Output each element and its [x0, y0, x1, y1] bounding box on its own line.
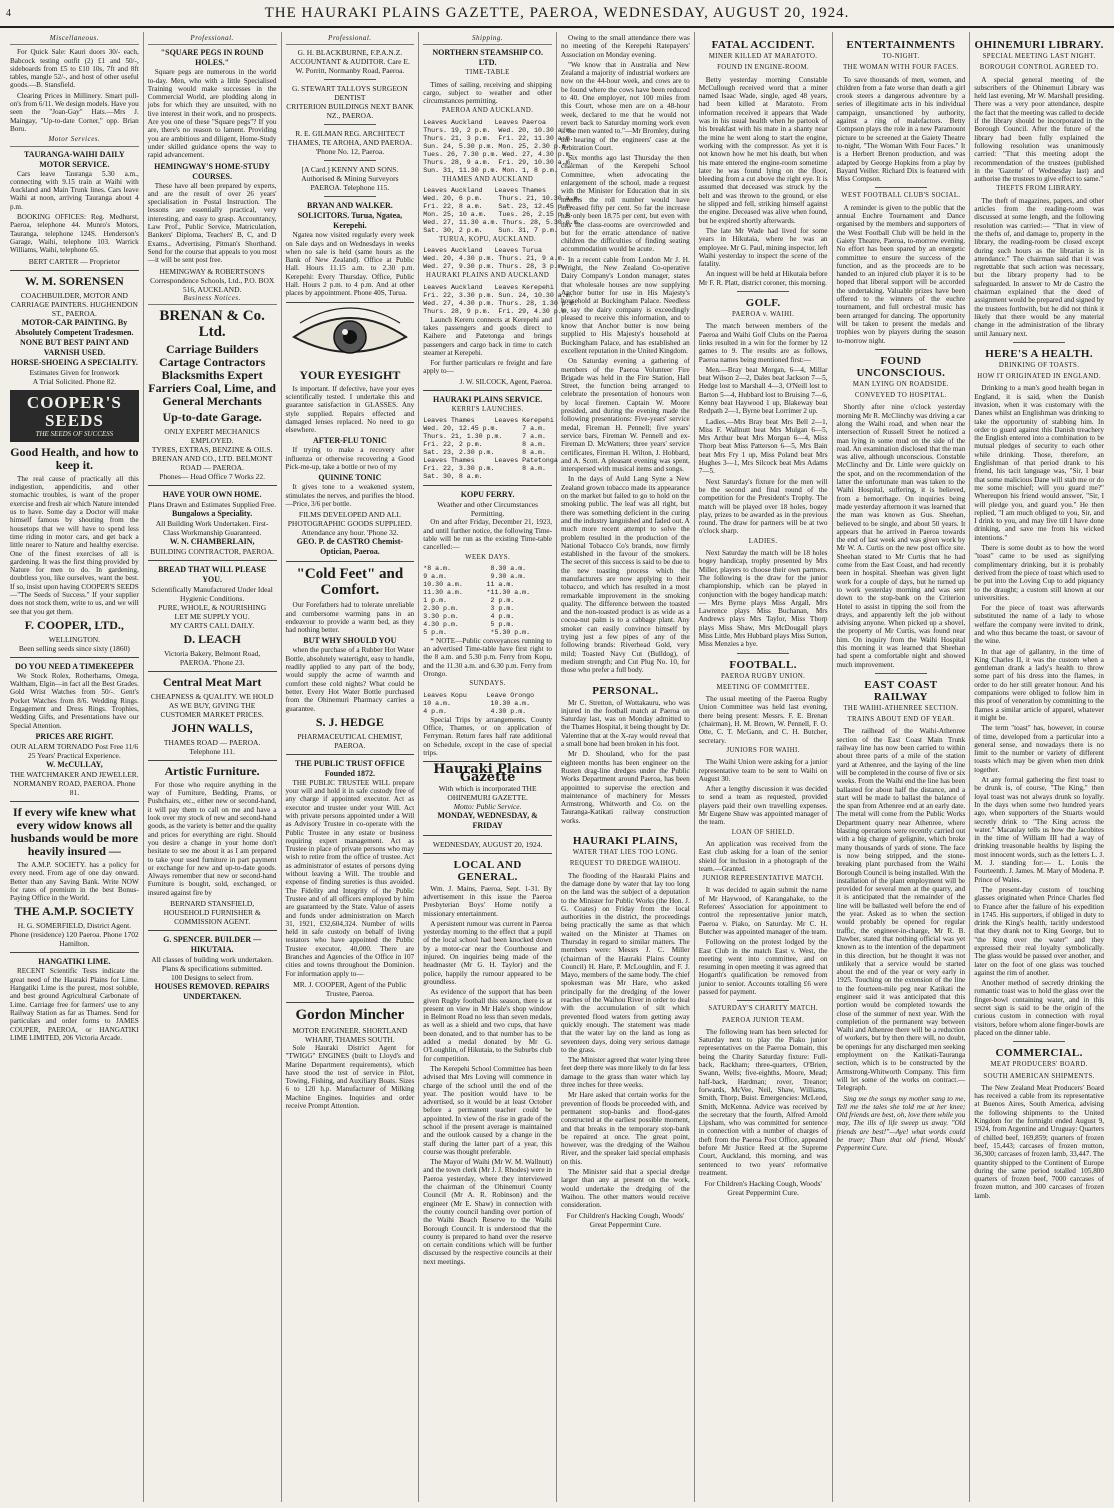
- seeds-word: SEEDS: [44, 410, 104, 430]
- ad-title: THE A.M.P. SOCIETY: [14, 904, 135, 919]
- article-text: A special general meeting of the subscribers of the Ohinemuri Library was held last evening, Mr W. Marshall presiding. There was a very poor attendance, despite the fact that the meeting was called to decide if the library should be incorporated in the Borough Council. After the future of the library had been fully explained the following resolution was unanimously carried: "That this meeting adopt the recommendation of the trustees (published in the 'Gazette' of Wednesday last) and authorise the trustees to give effect to same.": [974, 75, 1104, 184]
- article-text: The Waihi Union were asking for a junior representative team to be sent to Waihi on August 30.: [698, 758, 828, 783]
- ad-title: Artistic Furniture.: [164, 763, 260, 778]
- ad-title: DO YOU NEED A TIMEKEEPER: [15, 661, 134, 671]
- article-subhead: PAEROA v. WAIHI.: [732, 311, 795, 319]
- article-headline: EAST COAST RAILWAY: [864, 678, 938, 703]
- ad-title: S. J. HEDGE: [315, 714, 384, 729]
- ad-text: Launch Kereru connects at Kerepehi and takes passengers and goods direct to Kaihere and Patetonga and brings passengers and cargo back in time to catch steamer at Kerepehi.: [423, 315, 552, 357]
- article-text: A reminder is given to the public that the annual Euchre Tournament and Dance organised by the members and supporters of the West Football Club will be held in the Gaiety Theatre, Paeroa, to-morrow evening. No effort has been spared by an energetic committee to ensure the success of the function, and as the proceeds are to be handed to an injured club player it is to be hoped that liberal support will be accorded the undertaking. Valuable prizes have been offered to the winners of the euchre tournament, and full orchestral music has been arranged for dancing. The opportunity will be taken to present the medals and trophies won by players during the season to-morrow night.: [836, 203, 966, 345]
- ad-text: BOOKING OFFICES: Reg. Medhurst, Paeroa, telephone 44. Munro's Motors, Tauranga, telephone 124S. Henderson's Garage, Waihi, telephone 103. Warrick Williams, Waihi, telephone 65.: [10, 213, 139, 255]
- ad-text: WELLINGTON.: [48, 634, 101, 644]
- article-subhead: HOW IT ORIGINATED IN ENGLAND.: [977, 373, 1101, 381]
- ad-title: QUININE TONIC: [318, 473, 382, 483]
- ad-text: [A Card.] KENNY AND SONS. Authorised & Mining Surveyors PAEROA. Telephone 115.: [301, 165, 399, 193]
- column-4: [419, 32, 582, 1502]
- ad-text: Square pegs are numerous in the world to-day. Men, who with a little Specialised Training would make successes in the Commercial World, are plodding along in jobs for which they are unsuited, with no live interest in their work, and no prospects. Are you one of these "Square pegs"? If you are, there's no reason to lament. Providing you are ambitious and diligent, Home-Study under skilled guidance opens the way to rapid advancement.: [147, 68, 277, 160]
- ad-title: AFTER-FLU TONIC: [313, 436, 387, 446]
- page-number: 4: [6, 8, 11, 19]
- ad-text: ONLY EXPERT MECHANICS EMPLOYED.: [164, 426, 260, 445]
- ad-title: F. COOPER, LTD.,: [24, 617, 124, 632]
- ad-text: All classes of building work undertaken. Plans & specifications submitted.: [151, 954, 273, 973]
- ad-text: HOUSES REMOVED. REPAIRS UNDERTAKEN.: [154, 981, 270, 1001]
- ad-title: HANGATIKI LIME.: [38, 957, 111, 967]
- ad-text: Sole Hauraki District Agent for "TWIGG" ENGINES (built to Lloyd's and Marine Department requirements), which have stood the test of service in Pilot, Towing, Fishing, and Auxiliary Boats. Sizes 6 to 120 h.p. Manufacturer of Milking Machine Engines. Inquiries and order receive Prompt Attention.: [285, 1043, 415, 1110]
- ad-text: For further particulars re freight and fare apply to—: [423, 359, 552, 376]
- ad-title: W. M. SORENSEN: [24, 273, 124, 288]
- masthead: [0, 0, 1114, 28]
- ad-title: NORTHERN STEAMSHIP CO. LTD.: [432, 48, 543, 68]
- article-headline: FOOTBALL.: [729, 658, 797, 671]
- newspaper-title: THE HAURAKI PLAINS GAZETTE, PAEROA, WEDNESDAY, AUGUST 20, 1924.: [264, 4, 850, 21]
- ad-text: MOTOR ENGINEER. SHORTLAND WHARF, THAMES SOUTH.: [292, 1025, 408, 1044]
- ad-text: Estimates Given for Ironwork: [29, 367, 120, 377]
- classified-ad: For Quick Sale: Kauri doors 30/- each, Babcock testing outfit (2) £1 and 50/-, sideboards from £5 to £10 10s, 7ft and 8ft tables, mangle 52/-, and host of other useful goods.—B. Stansfield.: [10, 48, 139, 90]
- section-heading: Motor Services.: [10, 135, 139, 146]
- article-text: An inquest will be held at Hikutaia before Mr F. R. Platt, district coroner, this morning.: [698, 270, 828, 287]
- ad-text: COACHBUILDER, MOTOR AND CARRIAGE PAINTERS. HUGHENDON ST., PAEROA.: [10, 290, 138, 318]
- article-subhead: FOUND IN ENGINE-ROOM.: [717, 64, 810, 72]
- article-subhead: TO-NIGHT.: [882, 53, 920, 60]
- article-text: Wm. J. Mains, Paeroa, Sept. 1-31. By advertisement in this issue the Paeroa Presbyterian Boys' Home notify a missionary entertainment.: [423, 884, 552, 918]
- article-text: Mr C. Stretton, of Wottakauru, who was injured in the football match at Paeroa on Saturday last, was on Monday admitted to the Thames Hospital, it being thought by Dr. Valentine that at the X-ray would reveal that a small bone had been broken in his foot.: [561, 698, 690, 749]
- ad-text: If trying to make a recovery after influenza or otherwise recovering a Good Pick-me-up, take a bottle or two of my: [285, 446, 415, 472]
- ad-text: MY CARTS CALL DAILY.: [170, 620, 255, 630]
- ad-title: HAURAKI PLAINS SERVICE.: [432, 395, 543, 405]
- article-text: Another method of secretly drinking the romantic toast was to hold the glass over the finger-bowl containing water, and in this secret sign is said to be the origin of the curious custom in connection with royal visitors, before whom alone finger-bowls are placed on the dinner table.: [974, 979, 1104, 1037]
- article-subhead: WEST FOOTBALL CLUB'S SOCIAL.: [841, 192, 961, 200]
- ad-text: THE PUBLIC TRUSTEE WILL prepare your will and hold it in safe custody free of any charge if appointed executor. Act as executor and trustee under your Will. Act with private persons appointed under a Will as Advisory Trustee in co-operate with the Public Trustee in any estate or business requiring expert management. Act as Trustee in place of private persons who may wish to retire from the office of trustee. Act as administrator of estates of persons dying without leaving a Will. The trouble and expense of finding sureties is thus avoided. The Fidelity and Integrity of the Public Trustee and of all officers employed by him are guaranteed by the State. Value of assets and funds under administration on March 31, 1921, £32,604,324. Number of wills held in safe custody on behalf of living testators who have appointed the Public Trustee executor, 40,000. There are Branches and Agencies of the Office in 107 cities and towns throughout the Dominion. For information apply to—: [285, 778, 415, 978]
- ad-text: Special Trips by arrangements. County Office, Thames, or on application of Ferryman. Return fares half rate additional on Schedule, except in the case of special trips.: [423, 715, 552, 757]
- section-heading: Business Notices.: [148, 294, 277, 305]
- ad-text: Carriage Builders Cartage Contractors Blacksmiths Expert Farriers Coal, Lime, and General Merchants: [148, 341, 276, 408]
- ad-subtitle: KERRI'S LAUNCHES.: [451, 406, 524, 414]
- article-text: In the days of Auld Lang Syne a New Zealand grown tobacco made its appearance on the market but failed to go to hold on the smoking public. The leaf was all right, but there was something deficient in the curing and the industry languished and faded out. A much more recent attempt to solve the problem resulted in the production of the National Tobacco Co's brands, now firmly established in the favour of the smokers. The secret of this success is said to be due to the new toasting process which the manufacturers are now applying to their tobacco, and which has resulted in a most remarkable improvement in the smoking quality. The difference between the toasted and the non-toasted product is as wide as a cocoa-nut palm is to a cabbage plant. Any smoker can easily convince himself by trying just a few pipes of any of the following brands: Riverhead Gold, very mild; Toasted Navy Cut (Bulldog), of medium strength; and Cut Plug No. 10, for those who prefer a full body.: [561, 475, 690, 675]
- article-headline: HERE'S A HEALTH.: [985, 347, 1094, 360]
- ad-text: Cars leave Tauranga 5.30 a.m., connecting with 9.15 train at Waihi with Auckland and Main Trunk lines. Cars leave Waihi at noon, arriving Tauranga about 4 p.m.: [10, 169, 139, 211]
- article-text: The following team has been selected for Saturday next to play the Piako junior representatives on the Paeroa Domain, this being the Charity Saturday fixture: Full-back, Rackham; three-quarters, O'Brien, Swann, Wells; five-eighths, Moore, Mead; half-back, Hardman; rover, Treanor; forwards, McVee, Neil, Shaw, Williams, Smith, Thorp, Buist. Emergencies: McLeod, Smith, McKenna. Advice was received by the secretary that the fourth, Alfred Arnold Lipsham, who was committed for sentence in connection with a number of charges of theft from the Paeroa Post Office, appeared before Mr Justice Reed at the Supreme Court, Auckland, this morning, and was sentenced to two years' reformative treatment.: [698, 1027, 828, 1177]
- ad-title: "Cold Feet" and Comfort.: [296, 566, 404, 599]
- ad-title: If every wife knew what every widow knows all husbands would be more heavily insured —: [10, 804, 139, 858]
- seeds-brand: COOPER'S: [26, 392, 122, 412]
- article-text: The Minister said that a special dredge larger than any at present on the work, would undertake the dredging of the Waihou. The other matters would receive consideration.: [561, 1168, 690, 1210]
- ad-text: Is important. If defective, have your eyes scientifically tested. I undertake this and guarantee satisfaction in GLASSES. Any style supplied. Repairs effected and damaged lenses replaced. No need to go elsewhere.: [285, 384, 415, 435]
- ad-title: BRYAN AND WALKER. SOLICITORS. Turua, Ngatea, Kerepehi.: [297, 201, 403, 231]
- article-text: The Minister agreed that water lying three feet deep there was more likely to do far less damage to the grass than water which lay three inches for three weeks.: [561, 1056, 690, 1090]
- ad-text: * NOTE—Public conveyances running to an advertised Time-table have first right to the 8 a.m. and 5.30 p.m. Ferry from Kopu, and the 11.30 a.m. and 6.30 p.m. Ferry from Orongo.: [423, 636, 552, 679]
- article-text: In a recent cable from London Mr J. H. Wright, the New Zealand Co-operative Dairy Company's London manager, states that wholesale houses are now supplying Anchor butter for use in His Majesty's household at Buckingham Palace. Needless to say the dairy company is exceedingly pleased to receive this information, and to know that Anchor butter is now being supplied to His Majesty's household at Buckingham Palace, and has established an excellent reputation in the United Kingdom.: [561, 255, 690, 355]
- article-text: The railhead of the Waihi-Athenree section of the East Coast Main Trunk railway line has now been carried to within about three parts of a mile of the station yard at Athenree, and the laying of the line will be completed in the course of five or six weeks. From the Waihi end the line has been ballasted for about half the distance, and a start will be made to ballast the balance of the span from Athenree end at an early date. The metal will come from the Public Works Department quarry near Athenree, where blasting operations were recently carried out with a big charge of gelignite, which broke many thousands of yards of stone. The face is now being stripped, and the stone-breaking plant purchased from the Waihi Borough Council is being installed. With the installation of the plant employment will be provided for several men at the quarry, and it is anticipated that the remainder of the line will be ballasted well before the end of the year. Asked as to when the section would probably be opened for regular traffic, the engineer-in-charge, Mr R. B. Dawber, stated that nothing official was yet known as to the intention of the department in this direction, but he thought it was not unlikely that a service would be started about the end of the year or very early in 1925. Touching on the extension of the line to the fourteen-mile peg near Katikati the engineer said it was anticipated that this portion would be completed towards the close of the summer of next year. With the completion of the permanent way between Waihi and Athenree there will be a reduction of workers, but by then there will, no doubt, be openings for any discharged men seeking employment on the Katikati-Tauranga section, which is to be constructed by the Armstrong-Whitworth Company. This firm will let some of the works on contract.—Telegraph.: [836, 727, 966, 1093]
- article-subhead: THEFTS FROM LIBRARY.: [996, 185, 1083, 193]
- section-heading: Professional.: [148, 34, 277, 45]
- article-text: After a lengthy discussion it was decided to send a team as requested, provided players paid their own travelling expenses. Mr Eugene Shaw was appointed manager of the team.: [698, 785, 828, 827]
- article-subhead: BOROUGH CONTROL AGREED TO.: [979, 64, 1099, 72]
- timetable: Leaves Auckland Leaves Kerepehi Fri. 22, 3.30 p.m. Sun. 24, 10.30 a.m. Wed. 27, 4.30 p.m. Thurs. 28, 1.30 p.m. Thurs. 28, 9 p.m. Fri. 29, 4.30 p.m.: [423, 283, 578, 315]
- article-text: The flooding of the Hauraki Plains and the damage done by water that lay too long on the land was the subject of a deputation to the Minister for Public Works (the Hon. J. G. Coates) on Friday from the local authorities in the district, the proceedings being practically the same as that which waited on the Minister at Thames on Thursday in regard to similar matters. The members were: Messrs J. C. Miller (chairman of the Hauraki Plains County Council) H. Hare, P. McLoughlin, and F. J. Mayo, members of the same body. The chief spokesman was Mr Hare, who asked principally for the dredging of the lower reaches of the Waihou River in order to deal with the accumulation of silt which prevented flood waters from getting away quickly enough. The statement was made that the water lay on the land as long as seventeen days, doing very serious damage to the grass.: [561, 871, 690, 1054]
- article-text: Shortly after nine o'clock yesterday morning Mr R. McClinchy was driving a car along the Waihi road, and when near the intersection of Russell Street he noticed a man lying in some mud on the side of the road. An examination disclosed that the man was alive, although unconscious. Constable McClinchy and Dr. Little were quickly on the spot, and on the recommendation of the latter the unfortunate man was taken to the Waihi Hospital, suffering, it is believed, from a hemorrhage. On inquiries being made yesterday afternoon it was learned that the man was known as Gus. Sheehan, believed to be single, and about 50 years. It appears that he arrived in Paeroa towards the end of last week and was given work by Mr W. A. Curtis on the new post office site. Sheehan stated to Mr Curtis that he had come from the East Coast, and had recently been in hospital. Sheehan was given light work for a couple of days, but he turned up to work yesterday morning and was sent down to the stop-bank on the Criterion Hotel to assist in tipping the soil from the drays, and apparently left the job without advising anyone. When picked up a shovel, the property of Mr Curtis, was found near him. On inquiry from the Waihi Hospital this morning it was learned that Sheehan had spent a comfortable night and showed much improvement.: [836, 403, 966, 669]
- ad-title: BRENAN & Co. Ltd.: [159, 307, 265, 340]
- ad-text: RECENT Scientific Tests indicate the great need of the Hauraki Plains for Lime. Hangatiki Lime is the purest, most soluble, and best ground Agricultural Carbonate of Lime. Carriage free for farmers' use to any Railway Station as far as Thames. Send for particulars and order forms to JAMES COUPER, PAEROA, or HANGATIKI LIME LIMITED, 206 Victoria Arcade.: [10, 967, 139, 1042]
- section-heading: Professional.: [286, 34, 415, 45]
- article-subhead: PAEROA RUGBY UNION.: [720, 672, 806, 680]
- article-subhead: WATER THAT LIES TOO LONG.: [572, 849, 678, 857]
- article-subhead: SOUTH AMERICAN SHIPMENTS.: [983, 1072, 1095, 1080]
- ad-text: PHARMACEUTICAL CHEMIST, PAEROA.: [297, 731, 403, 750]
- article-text: For the piece of toast was afterwards substituted the name of a lady to whose welfare the company were invited to drink, and who thus became the toast, or savour of the wine.: [974, 604, 1104, 646]
- ad-subtitle: SUNDAYS.: [469, 680, 506, 688]
- article-text: The New Zealand Meat Producers' Board has received a cable from its representative at Buenos Aires, South America, advising the following shipments to the United Kingdom for the fortnight ended August 9, 1924, from Argentine and Uruguay: Quarters of chilled beef, 169,859; quarters of frozen beef, 15,443; carcases of frozen mutton, 36,300; carcases of frozen lamb, 33,447. The quantity shipped to the Continent of Europe during the same period totalled 105,800 quarters of frozen beef, 7000 carcases of frozen mutton, and 300 carcases of frozen lamb.: [974, 1083, 1104, 1200]
- ad-text: It gives tone to a weakened system, stimulates the nerves, and purifies the blood.—Price, 3/6 per bottle.: [285, 483, 415, 508]
- article-text: An application was received from the East club asking for a loan of the senior shield for inclusion in a photograph of the team.—Granted.: [698, 839, 828, 873]
- ad-text: Phones— Head Office 7 Works 22.: [159, 471, 266, 481]
- article-subhead: JUNIORS FOR WAIHI.: [726, 746, 800, 754]
- ad-text: BERT CARTER — Proprietor: [28, 256, 120, 266]
- ad-text: All Building Work Undertaken. First-Class Workmanship Guaranteed.: [155, 518, 269, 537]
- ad-text: THAMES ROAD — PAEROA. Telephone 111.: [163, 737, 261, 756]
- article-headline: GOLF.: [745, 297, 781, 310]
- ad-text: Scientifically Manufactured Under Ideal Hygienic Conditions.: [151, 584, 273, 603]
- article-text: On Saturday evening a gathering of members of the Paeroa Volunteer Fire Brigade was held in the Fire Station, Hall Street, the function being arranged to celebrate the presentation of honours won by local firemen. Captain W. Moore presided, and during the evening made the following presentations: Five-years' service medal, Fireman H. Pennell; five years' service bars, Fireman W. Pennell and ex-Fireman D. McWatters; three years' service certificates, Fireman H. Wilton, J. Hobbard, and A. Scott. A pleasant evening was spent, interspersed with musical items and songs.: [561, 357, 690, 474]
- ad-title: THE PUBLIC TRUST OFFICE Founded 1872.: [295, 758, 405, 778]
- article-text: There is some doubt as to how the word "toast" came to be used as signifying complimentary drinking, but it is probably derived from the piece of toast which used to be put into the Loving Cup to add piquancy to the draught; a custom still known at our universities.: [974, 544, 1104, 602]
- timetable: Leaves Auckland Leaves Turua Wed. 20, 4.30 p.m. Thurs. 21, 9 a.m. Wed. 27, 9.30 p.m. Thurs. 28, 3 p.m.: [423, 247, 566, 271]
- dateline: WEDNESDAY, AUGUST 20, 1924.: [432, 839, 543, 849]
- article-subhead: THE WOMAN WITH FOUR FACES.: [843, 64, 959, 72]
- column-6: [695, 32, 833, 1502]
- article-subhead: THE WAIHI-ATHENREE SECTION.: [843, 704, 959, 712]
- seeds-tagline: THE SEEDS OF SUCCESS: [35, 429, 114, 438]
- ad-text: G. H. BLACKBURNE, F.P.A.N.Z. ACCOUNTANT & AUDITOR. Care E. W. Porritt, Normanby Road, Paeroa.: [289, 48, 410, 76]
- ad-title: Up-to-date Garage.: [162, 409, 262, 424]
- article-text: The late Mr Wade had lived for some years in Hikutaia, where he was an employee. Mr G. Paul, mining inspector, left Waihi yesterday to inspect the scene of the fatality.: [698, 226, 828, 269]
- ad-text: TYRES, EXTRAS, BENZINE & OILS.: [151, 444, 273, 454]
- route-heading: TURUA, KOPU, AUCKLAND.: [439, 236, 537, 244]
- ad-text: when the purchase of a Rubber Hot Water Bottle, absolutely watertight, easy to handle, readily applied to any part of the body, would supply the acme of warmth and comfort these cold nights? What could be better. Every Hot Water Bottle purchased from the Ohinemuri Pharmacy carries a guarantee.: [285, 646, 415, 713]
- column-7: [833, 32, 971, 1502]
- ad-text: HEMINGWAY & ROBERTSON'S Correspondence Schools, Ltd., P.O. BOX 516, AUCKLAND.: [149, 266, 275, 294]
- ad-title: KOPU FERRY.: [460, 490, 515, 500]
- article-text: Mr D. Shouland, who for the past eighteen months has been engineer on the Rusten drag-line dredges under the Public Works Department around Paeroa, has been appointed to supervise the erection and maintenance of machinery for Messrs Armstrong, Whitworth and Co. on the Tauranga-Katikati railway construction works.: [561, 750, 690, 825]
- nameplate-sub: With which is incorporated THE OHINEMURI GAZETTE.: [438, 783, 537, 802]
- article-headline: OHINEMURI LIBRARY.: [974, 39, 1104, 51]
- article-text: Next Saturday the match will be 18 holes bogey handicap, trophy presented by Mrs Miller, players to choose their own partners. The following is the draw for the junior championship, which can be played in conjunction with the bogey handicap match:— Mrs Byrne plays Miss Argall, Mrs Lawrence plays Miss Buchanan, Mrs Andrews plays Mrs Taylor, Miss Thorp plays Miss Shaw, Mrs McDougall plays Miss Little, Mrs Hubbard plays Miss Sutton, Miss Menzies a bye.: [698, 549, 828, 649]
- ad-text: MR. J. COOPER, Agent of the Public Trustee, Paeroa.: [293, 979, 407, 998]
- route-heading: THAMES AND AUCKLAND: [442, 175, 534, 183]
- article-text: In that age of gallantry, in the time of King Charles II, it was the custom when a gentleman drank a lady's health to throw some part of his dress into the flames, in order to do her still greater honour. And his companions were obliged to follow him in this proof of veneration by committing to the flames a similar article of apparel, whatever it might be.: [974, 647, 1104, 722]
- article-subhead: SATURDAY'S CHARITY MATCH.: [708, 1005, 818, 1013]
- article-text: Men.—Bray beat Morgan, 6—4, Millar beat Wilson 2—2, Dales beat Jackson 7—5, Hedge lost to Marshall 4—3, O'Neill lost to Barton 5—4, Hubbard lost to Bruising 7—6, Kenny beat Haywood 1 up, Blakeway beat Redpath 2—1, Byrne beat Lorrimer 2 up.: [698, 365, 828, 416]
- ad-text: LET ME SUPPLY YOU.: [174, 611, 250, 621]
- article-text: The term "toast" has, however, in course of time, developed from a particular into a general sense, and nowadays there is no limit to the number or variety of different toasts which may be given when men drink together.: [974, 724, 1104, 774]
- article-text: Following on the protest lodged by the East Club in the match East v. West, the meeting went into committee, and on resuming in open meeting it was agreed that Hogarth's qualification be removed from junior to senior. Accounts totalling £6 were passed for payment.: [698, 938, 828, 996]
- route-heading: PAEROA AND AUCKLAND.: [441, 107, 534, 115]
- ad-text: We Stock Rolex, Rotherhams, Omega, Waltham, Elgin—in fact all the Best Grades. Gold Wrist Watches from 50/-. Gent's Pocket Watches from 8/6. Wedding Rings. Engagement and Dress Rings. Trophies, Wedding Gifts, and Presentations have our Special Attention.: [10, 671, 139, 730]
- ad-text: BERNARD STANSFIELD, HOUSEHOLD FURNISHER & COMMISSION AGENT.: [163, 898, 261, 926]
- ad-text: For Children's Hacking Cough, Woods' Great Peppermint Cure.: [566, 1211, 685, 1230]
- ad-title: Gordon Mincher: [295, 1006, 405, 1023]
- ad-title: TAURANGA-WAIHI DAILY MOTOR SERVICE.: [24, 149, 125, 169]
- article-subhead: PAEROA JUNIOR TEAM.: [722, 1016, 805, 1024]
- ad-text: For Children's Hacking Cough, Woods' Great Peppermint Cure.: [704, 1179, 822, 1198]
- publication-days: MONDAY, WEDNESDAY, & FRIDAY: [437, 810, 538, 830]
- ad-text: These have all been prepared by experts, and are the result of over 26 years' specialisation in Postal Instruction. The lessons are essentially practical, very interesting, and easy to grasp. Accountancy, Law Prof., Public Service, Matriculation, Bankers' Diploma, Teachers' B, C, and D Exams., Advertising, Pitman's Shorthand. Send for the course that appeals to you most—it will be sent post free.: [147, 181, 277, 265]
- article-text: A persistent rumour was current in Paeroa yesterday morning to the effect that a pupil of the local school had been knocked down by a motor-car near the Courthouse and injured. On inquiries being made of the headmaster (Mr G. H. Taylor) and the police, happily the rumour appeared to be groundless.: [423, 919, 552, 986]
- ad-text: Phone (residence) 120 Paeroa. Phone 1702 Hamilton.: [10, 930, 139, 949]
- ad-text: CRITERION BUILDINGS NEXT BANK NZ., PAEROA.: [286, 102, 414, 121]
- ad-title: YOUR EYESIGHT: [299, 367, 401, 382]
- column-8: [970, 32, 1108, 1502]
- ad-text: PURE, WHOLE, & NOURISHING: [158, 602, 267, 612]
- article-headline: PERSONAL.: [592, 684, 659, 697]
- article-headline: COMMERCIAL.: [995, 1047, 1083, 1060]
- article-text: As evidence of the support that has been given Rugby football this season, there is at present on view in Mr Hale's shop window in Belmont Road no less than seven medals, as well as a shield and two cups, that have been donated, and to that number has to be added a medal donated by Mr G. O'Loughlin, of Hikutaia, to the Suburbs club for competition.: [423, 988, 552, 1063]
- ad-text: NONE BUT BEST PAINT AND VARNISH USED.: [19, 337, 129, 357]
- article-text: Drinking to a man's good health began in England, it is said, when the Danish invasion, when it was customary with the Danes whilst an Englishman was drinking to take the opportunity of stabbing him. In order to guard against this Danish treachery the English entered into a combination to be mutual pledges of security to each other while drinking. Those, therefore, an Englishman of that period drank to his friend, his tacit language was, "Sir, I bear that some malicious Dane will stab me or do me some mischief; will you guard me?" Whereupon his friend would answer, "Sir, I will pledge you, and guard you." He then replied, "I am much obliged to you, Sir, and I drink to you, and may live till I have done drinking, and save me from his wicked intentions.": [974, 384, 1104, 542]
- ad-text: The real cause of practically all this indigestion, appendicitis, and other stomachic troubles, is want of the proper exercise and fresh air which Nature intended us to have. Some day a Doctor will make himself famous by shouting from the housetops that we will have to spend less time riding in motor cars, and get back a little nearer to Nature and healthy exercise. One of the finest exercises of all is gardening. It was the first thing provided by Nature for men to do. In gardening, doubtless you, like ourselves, want the best. If so, insist upon having COOPER'S SEEDS—"The Seeds of Success." If your supplier does not stock them, write to us, and we will see that you get them.: [10, 474, 139, 616]
- article-text: At any formal gathering the first toast to be drunk is, of course, "The King," then loyal toast was not always drunk so loyally. In the days when some two hundred years ago, when supporters of the Stuarts would secretly drink to "The King across the water." Macaulay tells us how the Jacobites in the time of William III had a way of drinking treasonable healths by lisping the most innocent words, such as the letters L. J. M. J. standing for:— L. Louis the Fourteenth. J. James. M. Mary of Modena. P. Prince of Wales.: [974, 776, 1104, 884]
- column-5: [557, 32, 695, 1502]
- article-headline: LOCAL AND GENERAL.: [453, 858, 522, 883]
- ad-text: R. E. GILMAN REG. ARCHITECT THAMES, TE AROHA, AND PAEROA. 'Phone No. 12, Paeroa.: [287, 129, 413, 157]
- article-text: To save thousands of men, women, and children from a fate worse than death a girl crook steers a dangerous adventure by a series of illegitimate acts in his individual campaign, unsanctioned by authority, against a ring of malefactors. Betty Compson plays the role in a new Paramount picture to be screened at the Gaiety Theatre to-night, "The Woman With Four Faces." It is a Herbert Brenon production, and was adapted by George Hopkins from a play by Bayard Veiller. Richard Dix is featured with Miss Compson.: [836, 75, 966, 184]
- article-text: Owing to the small attendance there was no meeting of the Kerepehi Ratepayers' Association on Monday evening.: [561, 34, 690, 59]
- article-subhead: SPECIAL MEETING LAST NIGHT.: [982, 53, 1096, 60]
- article-subhead: TRAINS ABOUT END OF YEAR.: [847, 716, 955, 724]
- article-subhead: CONVEYED TO HOSPITAL.: [854, 392, 947, 400]
- ad-title: W. McCULLAY,: [46, 759, 103, 769]
- article-text: Next Saturday's fixture for the men will be the second and final round of the competition for the President's Trophy. The match will be played over 18 holes, bogey play, prizes to be awarded as in the previous round. The draw for partners will be at two o'clock sharp.: [698, 477, 828, 536]
- article-text: The Mayor of Waihi (Mr W. M. Wallnutt) and the town clerk (Mr J. J. Rhodes) were in Paeroa yesterday, where they interviewed the chairman of the Ohinemuri County Council (Mr A. R. Robinson) and the engineer (Mr E. Shaw) in connection with the county council handing over portion of the Waihi Beach Reserve to the Waihi Borough Council. It is understood that the county is prepared to hand over the reserve on certain conditions which will be further discussed by the respective councils at their next meetings.: [423, 1158, 552, 1266]
- column-3: [282, 32, 420, 1502]
- ad-text: Bungalows a Speciality.: [172, 508, 253, 518]
- ad-subtitle: TIME-TABLE: [465, 69, 510, 77]
- ad-text: 25 Years' Practical Experience.: [27, 750, 121, 760]
- article-subhead: JUNIOR REPRESENTATIVE MATCH.: [702, 875, 824, 883]
- ad-title: W. N. CHAMBERLAIN,: [169, 536, 255, 546]
- article-text: Six months ago last Thursday the then chairman of the Kerepehi School Committee, when advocating the enlargement of the school, made a request with the Minister for Education that in six months the roll number would have increased fifty per cent. So far the increase has only been 18.75 per cent, but even with this the class-rooms are overcrowded and but for the erratic attendance of native children the difficulties of finding seating accommodation would be acute.: [561, 154, 690, 254]
- ad-title: HAVE YOUR OWN HOME.: [162, 489, 262, 499]
- ad-text: THE WATCHMAKER AND JEWELLER. NORMANBY ROAD, PAEROA. Phone 81.: [10, 769, 139, 797]
- article-headline: ENTERTAINMENTS: [846, 39, 956, 51]
- article-headline: FOUND UNCONSCIOUS.: [856, 354, 946, 379]
- section-heading: Shipping.: [423, 34, 552, 45]
- ad-text: FILMS DEVELOPED AND ALL PHOTOGRAPHIC GOODS SUPPLIED. Attendance any hour. 'Phone 32.: [287, 510, 412, 538]
- eye-icon: [290, 307, 410, 365]
- seeds-advert-banner: [10, 390, 139, 442]
- column-2: [144, 32, 282, 1502]
- ad-text: H. G. SOMERFIELD, District Agent.: [17, 921, 132, 931]
- ad-text: HORSE-SHOEING A SPECIALITY.: [10, 357, 138, 367]
- timetable: *8 a.m. 8.30 a.m. 9 a.m. 9.30 a.m. 10.30 a.m. 11 a.m. 11.30 a.m. *11.30 a.m. 1 p.m. 2 p.m. 2.30 p.m. 3 p.m. 3.30 p.m. 4 p.m. 4.30 p.m. 5 p.m. 5 p.m. *5.30 p.m.: [423, 564, 531, 636]
- article-text: The Kerepehi School Committee has been advised that Mrs Loving will commence in charge of the school until the end of the year. The position would have to be advertised, so it would be at least October before a permanent teacher could be appointed. In view of the rise in grade of the school if the present average is maintained and the outlook caused by a change in the staff during the latter part of a year, this course was thought preferable.: [423, 1064, 552, 1156]
- article-subhead: LOAN OF SHIELD.: [731, 828, 795, 836]
- ad-text: A Trial Solicited. Phone 82.: [32, 376, 117, 386]
- motto: Motto: Public Service.: [453, 801, 522, 811]
- ad-text: Plans Drawn and Estimates Supplied Free.: [148, 499, 277, 509]
- article-headline: HAURAKI PLAINS,: [572, 835, 678, 848]
- page-columns: [6, 32, 1108, 1502]
- ad-text: Our Forefathers had to tolerate unreliable and cumbersome warming pans in an endeavour to provide a warm bed, as they had nothing better.: [285, 601, 415, 635]
- ad-text: BUILDING CONTRACTOR, PAEROA.: [150, 546, 274, 556]
- article-subhead: MAN LYING ON ROADSIDE.: [852, 380, 949, 388]
- ad-text: Victoria Bakery, Belmont Road, PAEROA. 'Phone 23.: [163, 648, 261, 667]
- article-text: It was decided to again submit the name of Mr Haywood, of Karangahake, to the Referees' Association for appointment to control the representative junior match, Paeroa v. Piako, on Saturday. Mr C. H. Butcher was appointed manager of the team.: [698, 886, 828, 936]
- ad-text: CHEAPNESS & QUALITY. WE HOLD AS WE BUY, GIVING THE CUSTOMER MARKET PRICES.: [150, 691, 274, 719]
- article-subhead: MEETING OF COMMITTEE.: [716, 683, 810, 691]
- timetable: Leaves Kopu Leave Orongo 10 a.m. 10.30 a.m. 4 p.m. 4.30 p.m.: [423, 691, 535, 715]
- ad-text: For those who require anything in the way of Furniture, Bedding, Prams, or Pushchairs, etc., either new or second-hand, it will pay them to call on me and have a look over my stock of new and second-hand goods, as the variety is better and the quality and prices for everything are right. Should you desire a change in your home don't hesitate to see me about it as I am prepared to take your used furniture in part payment or exchange for new and up-to-date goods. Always remember that new or second-hand Furniture is bought, sold, exchanged, or insured against fire by: [147, 780, 277, 897]
- ad-text: Been selling seeds since sixty (1860): [18, 643, 130, 653]
- ad-text: OUR ALARM TORNADO Post Free 11/6: [10, 741, 139, 751]
- eye-illustration: [286, 307, 415, 365]
- ad-text: The A.M.P. SOCIETY. has a policy for every need. From age of one day onward. Better than any Saving Bank. Write NOW for rates of premium in the best Bonus-Paying Office in the World.: [10, 860, 139, 903]
- route-heading: HAURAKI PLAINS AND AUCKLAND: [426, 272, 550, 280]
- ad-text: BRENAN AND CO., LTD. BELMONT ROAD — PAEROA.: [151, 453, 273, 472]
- ad-title: BREAD THAT WILL PLEASE YOU.: [158, 564, 267, 584]
- ad-title: Good Health, and how to keep it.: [10, 444, 139, 472]
- ad-text: Sing me the songs my mother sang to me, Tell me the tales she told me at her knee; Old friends are best, oh, love them while you may, The ills of life sweep us away. "Old friends are best!"—Aye! what words could be truer; Than that old friend, Woods' Peppermint Cure.: [836, 1094, 966, 1153]
- article-text: "We know that in Australia and New Zealand a majority of industrial workers are now on the 44-hour week, and cows are to be found where the cows have been reduced to 40. One employer, not 100 miles from this Court, whose men are on a 48-hour week, declared to me that he would not revert back to Saturday morning work even if the men wanted to."—Mr Bromley, during the hearing of the engineers' case at the Arbitration Court.: [561, 60, 690, 152]
- ad-title: JOHN WALLS,: [171, 720, 253, 735]
- article-subhead: LADIES.: [748, 537, 778, 545]
- ad-title: G. SPENCER. BUILDER — HIKUTAIA.: [163, 934, 262, 954]
- article-headline: FATAL ACCIDENT.: [711, 39, 815, 51]
- article-text: The present-day custom of touching glasses originated when Prince Charles fled to France after the failure of his expedition in 1745. His supporters, if obliged in duty to drink the King's health, tacitly understood that they drank not to King George, but to "the King over the water" and they expressed their real loyalty symbolically. The glass would be passed over another, and later on the foot of one glass was touched against the rim of another.: [974, 885, 1104, 977]
- timetable: Leaves Auckland Leaves Paeroa Thurs. 19, 2 p.m. Wed. 20, 10.30 a.m. Thurs. 21, 3 p.m. Fri. 22, 11.30 a.m. Sun. 24, 5.30 p.m. Mon. 25, 2.30 p.m. Tues. 26, 7.30 p.m. Wed. 27, 4.30 p.m. Thurs. 28, 9 a.m. Fri. 29, 10.30 a.m. Sun. 31, 11.30 p.m. Mon. 1, 8 p.m.: [423, 118, 574, 174]
- ad-text: G. STEWART TALLOYS SURGEON DENTIST: [291, 84, 408, 103]
- ad-title: BUT WHY SHOULD YOU: [303, 636, 397, 646]
- ad-title: Central Meat Mart: [162, 674, 262, 689]
- newspaper-nameplate: Hauraki Plains Gazette: [433, 762, 542, 786]
- timetable: Leaves Auckland Leaves Thames Wed. 20, 6 p.m. Thurs. 21, 10.30 a.m. Fri. 22, 8 a.m. Sat. 23, 12.45 p.m. Mon. 25, 10 a.m. Tues. 26, 2.15 p.m. Wed. 27, 11.30 a.m. Thurs. 28, 5.30 p.m. Sat. 30, 2 p.m. Sun. 31, 7 p.m.: [423, 187, 582, 235]
- timetable: Leaves Thames Leaves Kerepehi Wed. 20, 12.45 p.m. 7 a.m. Thurs. 21, 1.30 p.m. 7 a.m. Fri. 22, 2 p.m. 8 a.m. Sat. 23, 2.30 p.m. 8 a.m. Leaves Thames Leaves Patetonga Fri. 22, 3.30 p.m. 8 a.m. Sat. 30, 8 a.m.: [423, 417, 558, 481]
- column-1: [6, 32, 144, 1502]
- article-text: The theft of magazines, papers, and other articles from the reading-room was discussed at some length, and the following resolution was carried:— "That in view of the thefts of, and damage to, property in the library, the reading-room be closed except during such hours as the librarian is in attendance." The chairman said that it was regrettable that such action was necessary, but the library property had to be safeguarded. In answer to Mr de Castro the chairman explained that the deed of assignment would be prepared and signed by the trustees forthwith, but he did not think it likely that there would be any material change in the administration of the library until January next.: [974, 196, 1104, 338]
- classified-ad: Clearing Prices in Millinery. Smart pull-on's from 6/11. We design models. Have you seen the "Joan-Gay" Hats.—Mrs J. Maingay, "Up-to-date Corner," opp. Brian Boru.: [10, 91, 139, 133]
- ad-subtitle: WEEK DAYS.: [465, 553, 511, 561]
- article-subhead: MINER KILLED AT MARATOTO.: [708, 53, 818, 60]
- article-subhead: REQUEST TO DREDGE WAIHOU.: [569, 860, 681, 868]
- article-subhead: MEAT PRODUCERS' BOARD.: [990, 1061, 1088, 1069]
- ad-title: "SQUARE PEGS IN ROUND HOLES.": [160, 48, 264, 68]
- section-heading: Miscellaneous.: [10, 34, 139, 45]
- article-text: The match between members of the Paeroa and Waihi Golf Clubs on the Paeroa links resulted in a win for the former by 12 games to 9. The results are as follows, Paeroa names being mentioned first:—: [698, 322, 828, 364]
- ad-text: Ngatea now visited regularly every week on Sale days and on Wednesdays in weeks when no sale is held (same hours as the Bank of New Zealand). Office at Public Hall. Hours 11.15 a.m. to 2.30 p.m. Kerepehi: Every Thursday. Office, Public Hall. Hours 2 p.m. to 4 p.m. And at other places by appointment. Phone 40S, Turua.: [285, 231, 415, 298]
- ad-text: Times of sailing, receiving and shipping cargo, subject to weather and other circumstances permitting.: [423, 80, 552, 106]
- ad-text: On and after Friday, December 21, 1923, and until further notice, the following Time-table will be run as the existing Time-table cancelled:—: [423, 518, 552, 552]
- article-subhead: DRINKING OF TOASTS.: [998, 361, 1080, 369]
- article-text: Mr Hare asked that certain works for the prevention of floods be proceeded with, and permanent stop-banks and flood-gates constructed at the earliest possible moment, and that breaks in the temporary stop-bank be repaired at once. The great point, however, was the dredging of the Waihou River, and the speaker laid special emphasis on this.: [561, 1091, 690, 1166]
- ad-title: D. LEACH: [183, 631, 241, 646]
- ad-text: MOTOR-CAR PAINTING. By Absolutely Competent Tradesmen.: [15, 317, 134, 337]
- ad-title: HEMINGWAY'S HOME-STUDY COURSES.: [154, 161, 271, 181]
- article-text: Betty yesterday morning Constable McCullough received word that a miner named Isaac Wade, single, aged 48 years, had been killed at Maratoto. From information received it appears that Wade was in his usual health when he partook of his breakfast with his mate in a shanty near the mine he went along to start the engine, working with the compressor. As yet it is not known how he met his death, but when his mate entered the engine-room sometime later he was found lying on the floor, bleeding from a cut above the right eye. It is assumed that deceased was struck by the belt and was thrown to the ground, or else he slipped and fell, striking himself against the engine. Deceased was alive when found, but he expired shortly afterwards.: [698, 75, 828, 225]
- ad-text: 100 Designs to select from.: [170, 972, 254, 982]
- ad-text: PRICES ARE RIGHT.: [35, 731, 114, 741]
- ad-text: J. W. SILCOCK, Agent, Paeroa.: [459, 377, 552, 386]
- article-text: Ladies.—Mrs Bray beat Mrs Bell 2—1, Miss F. Wallnutt beat Mrs Mulgan 6—5, Mrs Arthur beat Mrs Morgan 6—4, Miss Thorp beat Miss Patterson 6—5, Mrs Bain beat Mrs Fry 1 up, Miss Poland beat Mrs Hughes 3—1, Mrs Silcock beat Mrs Adams 7—5.: [698, 417, 828, 476]
- article-text: The usual meeting of the Paeroa Rugby Union Committee was held last evening, there being present: Messrs. F. E. Brenan (chairman), H. M. Brown, W. Pennell, F. O. Otte, C. T. McGann, and C. H. Butcher, secretary.: [698, 695, 828, 745]
- ad-text: Weather and other Circumstances Permitting.: [437, 500, 539, 519]
- ad-text: GEO. P. de CASTRO Chemist-Optician, Paeroa.: [296, 537, 404, 557]
